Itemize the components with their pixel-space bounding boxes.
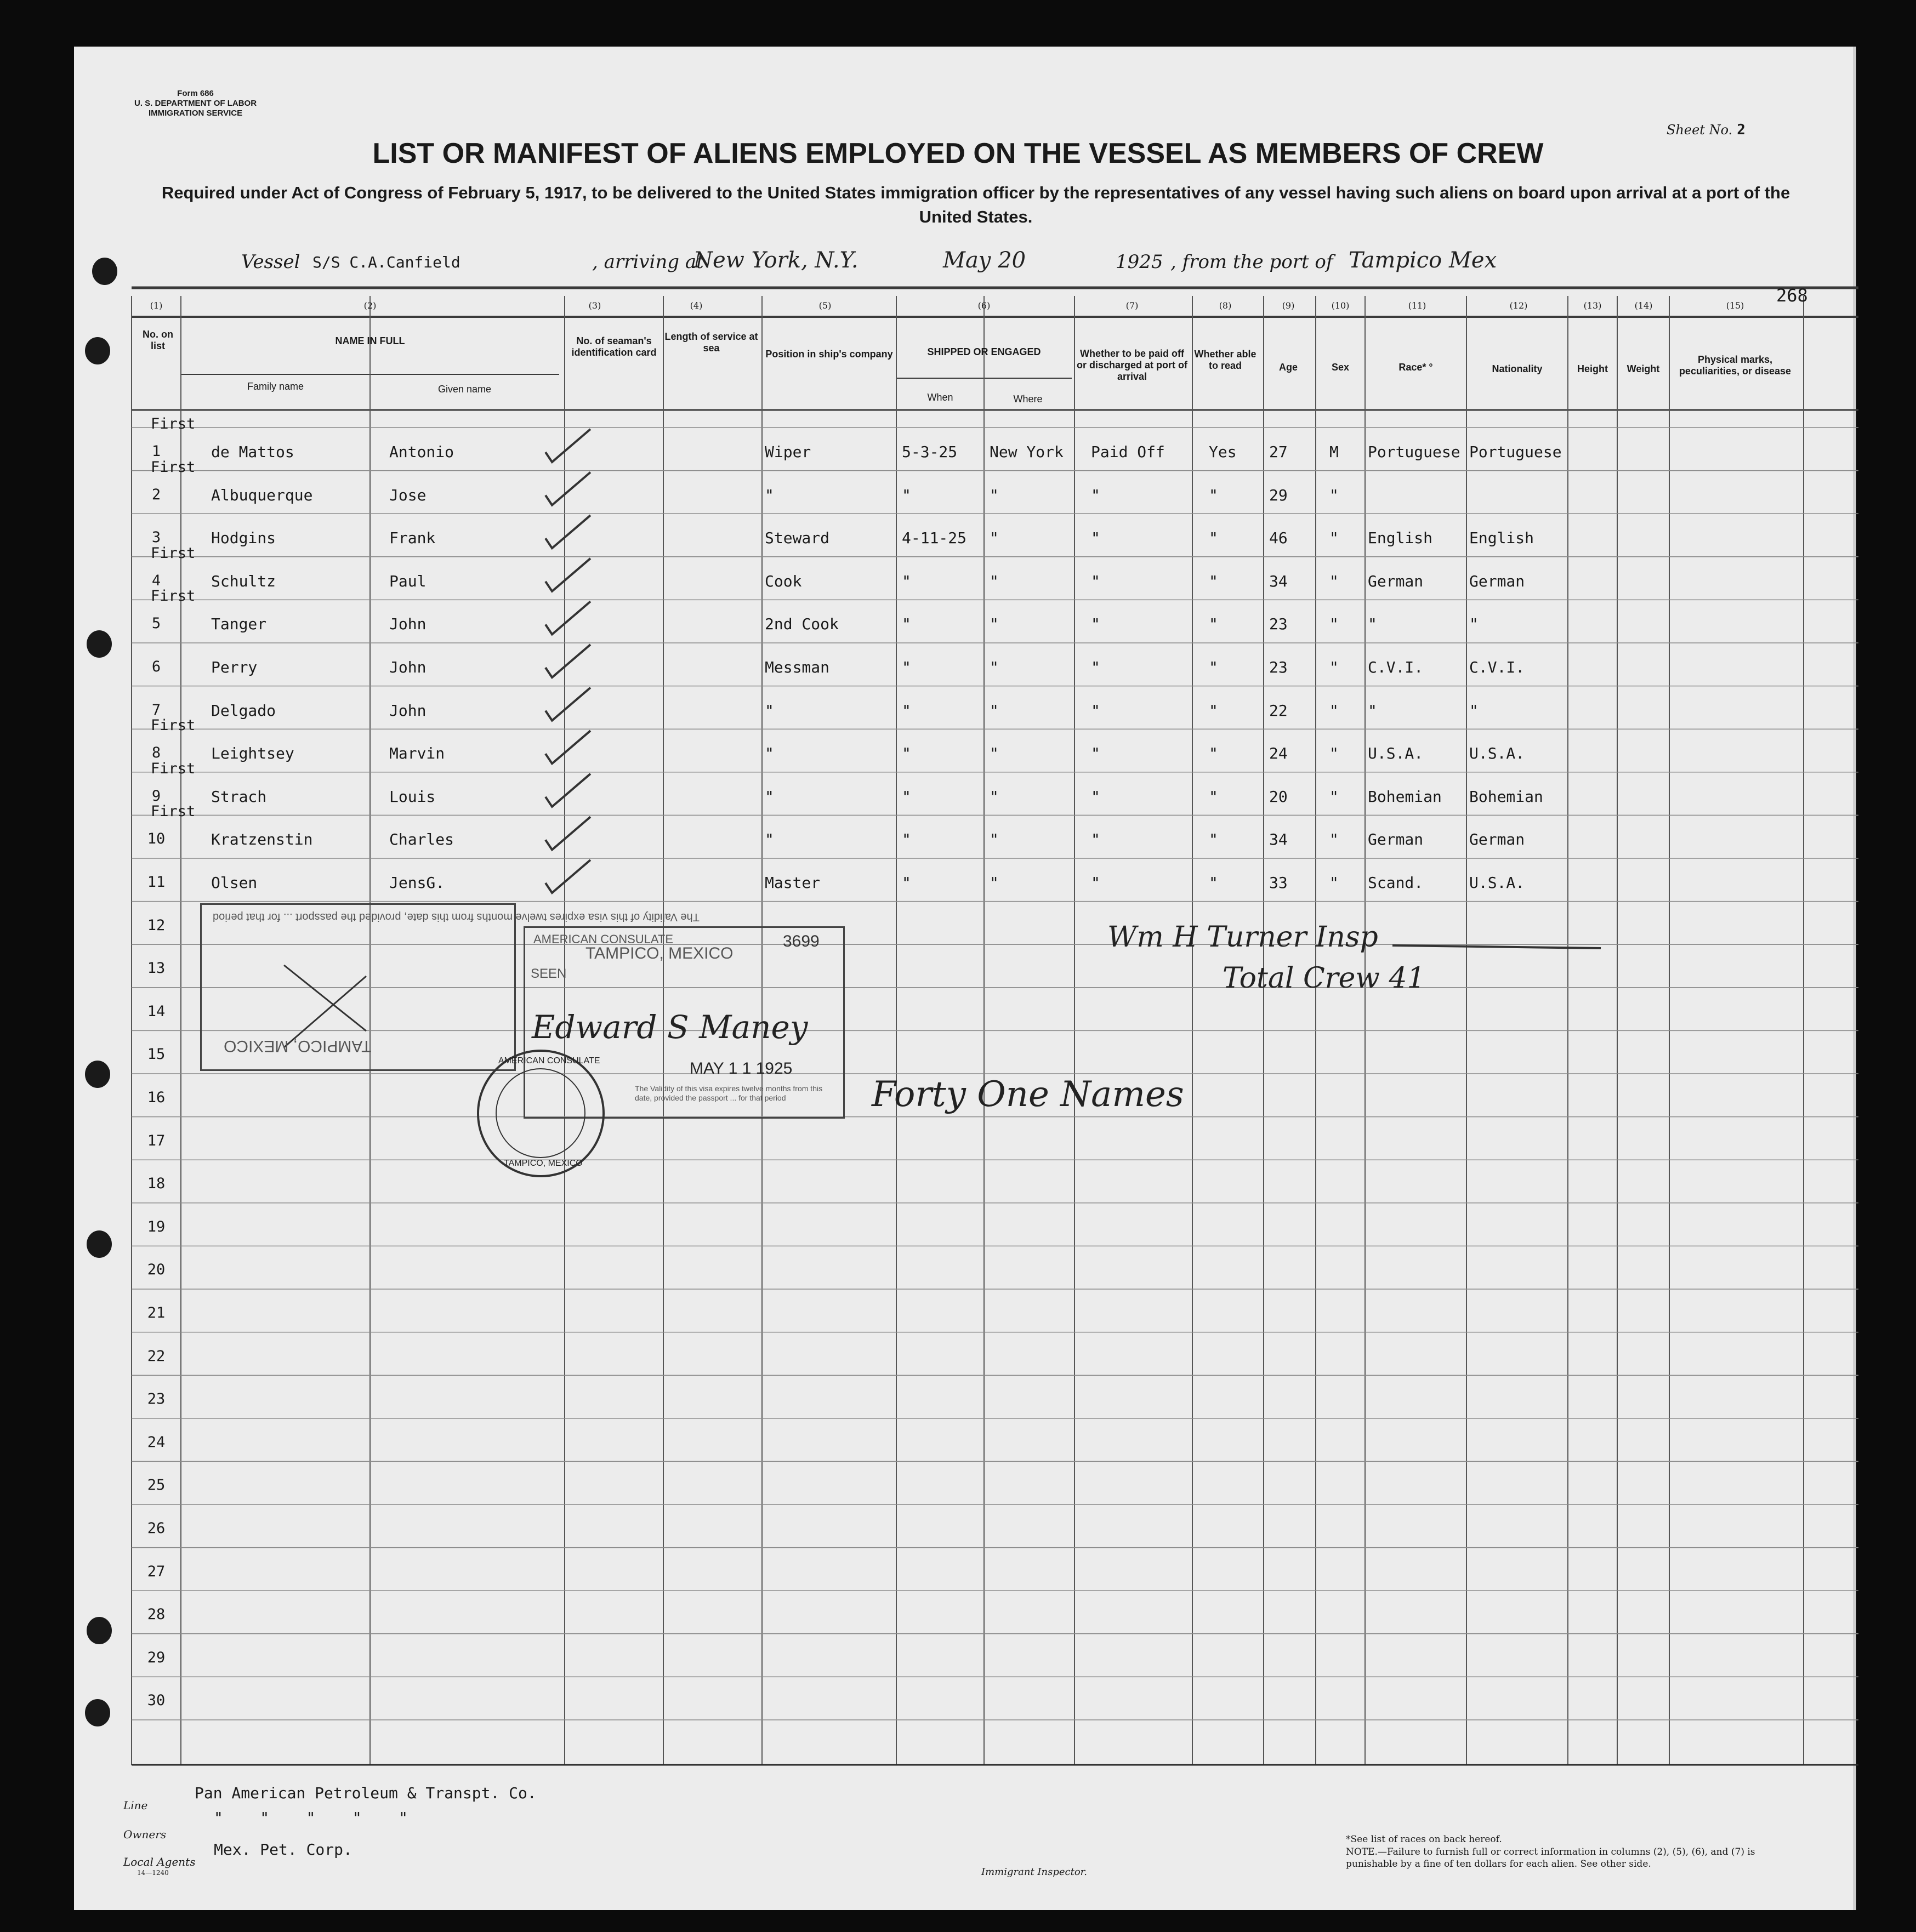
paid-off-cell: " xyxy=(1091,615,1100,634)
row-number: 5 xyxy=(151,615,161,632)
inspector-signature: Wm H Turner Insp xyxy=(1107,921,1378,954)
able-to-read-cell: " xyxy=(1209,486,1218,504)
nationality-cell: English xyxy=(1469,529,1534,548)
paid-off-cell: " xyxy=(1091,486,1100,504)
vessel-name: S/S C.A.Canfield xyxy=(312,253,460,271)
able-to-read-cell: " xyxy=(1209,572,1218,590)
age-cell: 23 xyxy=(1269,658,1288,676)
row-number: 28 xyxy=(147,1606,166,1623)
shipped-where-cell: New York xyxy=(990,443,1064,461)
first-trip-marker: First xyxy=(151,458,196,476)
able-to-read-cell: " xyxy=(1209,744,1218,763)
row-number: 7 xyxy=(151,701,161,719)
row-number: 18 xyxy=(147,1175,166,1193)
sex-cell: " xyxy=(1329,529,1339,548)
vessel-label: Vessel xyxy=(241,251,300,273)
seal-top-text: AMERICAN CONSULATE xyxy=(498,1056,600,1065)
shipped-when-cell: 5-3-25 xyxy=(902,443,958,461)
column-number: (5) xyxy=(818,300,832,311)
agents-label: Local Agents xyxy=(123,1855,196,1868)
race-cell: English xyxy=(1368,529,1433,548)
visa-seen: SEEN xyxy=(531,966,567,981)
header-position: Position in ship's company xyxy=(765,349,893,360)
age-cell: 29 xyxy=(1269,486,1288,504)
nationality-cell: Portuguese xyxy=(1469,443,1562,461)
line-label: Line xyxy=(123,1799,148,1812)
paid-off-cell: " xyxy=(1091,744,1100,763)
row-number: 2 xyxy=(151,486,161,503)
age-cell: 24 xyxy=(1269,744,1288,763)
sex-cell: " xyxy=(1329,830,1339,849)
sex-cell: " xyxy=(1329,615,1339,634)
row-number: 6 xyxy=(151,658,161,675)
race-cell: U.S.A. xyxy=(1368,744,1424,763)
forty-one-names-note: Forty One Names xyxy=(872,1074,1184,1115)
page-title: LIST OR MANIFEST OF ALIENS EMPLOYED ON THE VESSEL AS MEMBERS OF CREW xyxy=(372,138,1544,169)
shipped-where-cell: " xyxy=(990,572,999,590)
header-given: Given name xyxy=(437,384,492,395)
shipped-when-cell: " xyxy=(902,701,911,720)
column-number: (8) xyxy=(1219,300,1232,311)
given-name-cell: John xyxy=(389,658,427,676)
given-name-cell: John xyxy=(389,701,427,720)
form-code: 14—1240 xyxy=(137,1869,169,1877)
column-number: (11) xyxy=(1408,300,1426,311)
position-cell: " xyxy=(765,744,774,763)
row-number: 21 xyxy=(147,1304,166,1321)
consul-signature: Edward S Maney xyxy=(532,1008,808,1046)
position-cell: " xyxy=(765,701,774,720)
paid-off-cell: " xyxy=(1091,572,1100,590)
position-cell: 2nd Cook xyxy=(765,615,839,634)
header-when: When xyxy=(927,392,953,403)
age-cell: 34 xyxy=(1269,830,1288,849)
row-number: 9 xyxy=(151,787,161,805)
page-stamp-number: 268 xyxy=(1776,285,1808,306)
row-number: 30 xyxy=(147,1692,166,1709)
arriving-label: , arriving at xyxy=(592,251,704,273)
family-name-cell: Albuquerque xyxy=(211,486,313,504)
header-length: Length of service at sea xyxy=(664,331,758,354)
row-number: 22 xyxy=(147,1347,166,1365)
shipped-where-cell: " xyxy=(990,701,999,720)
age-cell: 22 xyxy=(1269,701,1288,720)
first-trip-marker: First xyxy=(151,760,196,777)
able-to-read-cell: " xyxy=(1209,529,1218,548)
row-number: 24 xyxy=(147,1433,166,1451)
header-read: Whether able to read xyxy=(1194,349,1257,371)
cancelled-stamp-text: The Validity of this visa expires twelve months from this date, provided the passport ... for that period xyxy=(213,911,700,923)
check-mark xyxy=(545,860,590,893)
visa-city: TAMPICO, MEXICO xyxy=(585,944,734,962)
page-subtitle: Required under Act of Congress of February 5, 1917, to be delivered to the United States immigration officer by the representatives of any vessel having such aliens on board upon arrival at a port of the United States. xyxy=(161,183,1790,226)
given-name-cell: Charles xyxy=(389,830,454,849)
race-cell: German xyxy=(1368,572,1424,590)
family-name-cell: Hodgins xyxy=(211,529,276,548)
row-number: 17 xyxy=(147,1132,166,1149)
row-number: 11 xyxy=(147,874,166,891)
header-marks: Physical marks, peculiarities, or disease xyxy=(1679,354,1792,377)
header-name: NAME IN FULL xyxy=(335,335,405,346)
race-cell: Portuguese xyxy=(1368,443,1460,461)
race-cell: " xyxy=(1368,701,1377,720)
sex-cell: " xyxy=(1329,874,1339,892)
races-note: *See list of races on back hereof. xyxy=(1346,1834,1502,1845)
header-age: Age xyxy=(1278,362,1298,373)
column-number: (9) xyxy=(1282,300,1295,311)
family-name-cell: Olsen xyxy=(211,874,258,892)
visa-consulate: AMERICAN CONSULATE xyxy=(533,932,674,946)
family-name-cell: Kratzenstin xyxy=(211,830,313,849)
given-name-cell: Louis xyxy=(389,787,436,806)
inspector-label: Immigrant Inspector. xyxy=(981,1866,1088,1878)
check-mark xyxy=(545,558,590,591)
first-trip-marker: First xyxy=(151,544,196,562)
shipped-when-cell: " xyxy=(902,874,911,892)
family-name-cell: Perry xyxy=(211,658,258,676)
check-mark xyxy=(545,774,590,807)
family-name-cell: Tanger xyxy=(211,615,267,634)
owners-label: Owners xyxy=(123,1828,167,1841)
sex-cell: " xyxy=(1329,572,1339,590)
family-name-cell: Schultz xyxy=(211,572,276,590)
nationality-cell: German xyxy=(1469,572,1525,590)
position-cell: Master xyxy=(765,874,821,892)
shipped-when-cell: " xyxy=(902,744,911,763)
owners-value: " " " " " xyxy=(214,1809,408,1827)
nationality-cell: U.S.A. xyxy=(1469,744,1525,763)
shipped-where-cell: " xyxy=(990,744,999,763)
nationality-cell: Bohemian xyxy=(1469,787,1543,806)
given-name-cell: Frank xyxy=(389,529,436,548)
shipped-when-cell: 4-11-25 xyxy=(902,529,967,548)
nationality-cell: U.S.A. xyxy=(1469,874,1525,892)
family-name-cell: Delgado xyxy=(211,701,276,720)
check-mark xyxy=(545,731,590,763)
header-card: No. of seaman's identification card xyxy=(571,335,657,358)
line-value: Pan American Petroleum & Transpt. Co. xyxy=(195,1784,537,1802)
sex-cell: " xyxy=(1329,486,1339,504)
given-name-cell: Paul xyxy=(389,572,427,590)
visa-number: 3699 xyxy=(783,932,820,950)
header-family: Family name xyxy=(247,381,304,392)
row-number: 25 xyxy=(147,1477,166,1494)
position-cell: Steward xyxy=(765,529,830,548)
sex-cell: " xyxy=(1329,787,1339,806)
shipped-where-cell: " xyxy=(990,615,999,634)
check-mark xyxy=(545,817,590,850)
shipped-when-cell: " xyxy=(902,615,911,634)
row-number: 12 xyxy=(147,916,166,934)
check-mark xyxy=(545,601,590,634)
position-cell: Wiper xyxy=(765,443,811,461)
shipped-when-cell: " xyxy=(902,658,911,676)
shipped-when-cell: " xyxy=(902,787,911,806)
header-nationality: Nationality xyxy=(1492,363,1543,374)
header-weight: Weight xyxy=(1627,363,1660,374)
shipped-when-cell: " xyxy=(902,486,911,504)
row-number: 19 xyxy=(147,1218,166,1235)
column-number: (7) xyxy=(1125,300,1139,311)
position-cell: Cook xyxy=(765,572,802,590)
row-number: 10 xyxy=(147,830,166,848)
cancelled-stamp-city: TAMPICO, MEXICO xyxy=(224,1037,372,1055)
race-cell: German xyxy=(1368,830,1424,849)
check-mark xyxy=(545,645,590,677)
column-number: (15) xyxy=(1726,300,1744,311)
row-number: 3 xyxy=(151,529,161,546)
family-name-cell: de Mattos xyxy=(211,443,294,461)
able-to-read-cell: " xyxy=(1209,787,1218,806)
shipped-where-cell: " xyxy=(990,658,999,676)
header-no: No. on list xyxy=(143,329,173,351)
first-trip-marker: First xyxy=(151,415,196,432)
given-name-cell: Antonio xyxy=(389,443,454,461)
column-number: (10) xyxy=(1331,300,1350,311)
column-number: (12) xyxy=(1509,300,1528,311)
header-height: Height xyxy=(1577,363,1608,374)
row-number: 20 xyxy=(147,1261,166,1279)
age-cell: 34 xyxy=(1269,572,1288,590)
given-name-cell: Jose xyxy=(389,486,427,504)
first-trip-marker: First xyxy=(151,717,196,734)
check-mark xyxy=(545,688,590,721)
nationality-cell: C.V.I. xyxy=(1469,658,1525,676)
shipped-where-cell: " xyxy=(990,529,999,548)
form-identifier: Form 686 U. S. DEPARTMENT OF LABOR IMMIGRATION SERVICE xyxy=(134,89,257,118)
check-mark xyxy=(545,472,590,505)
column-number: (4) xyxy=(690,300,703,311)
row-number: 8 xyxy=(151,744,161,762)
header-sex: Sex xyxy=(1331,362,1350,373)
sex-cell: " xyxy=(1329,701,1339,720)
able-to-read-cell: " xyxy=(1209,874,1218,892)
family-name-cell: Leightsey xyxy=(211,744,294,763)
able-to-read-cell: " xyxy=(1209,830,1218,849)
arrival-date: May 20 xyxy=(943,248,1026,273)
position-cell: " xyxy=(765,787,774,806)
first-trip-marker: First xyxy=(151,588,196,605)
visa-validity: The Validity of this visa expires twelve months from this date, provided the passport ... for that period xyxy=(635,1084,823,1102)
from-port-label: , from the port of xyxy=(1170,251,1333,273)
family-name-cell: Strach xyxy=(211,787,267,806)
race-cell: " xyxy=(1368,615,1377,634)
row-number: 29 xyxy=(147,1649,166,1666)
header-paid: Whether to be paid off or discharged at port of arrival xyxy=(1076,348,1188,382)
consulate-seal xyxy=(477,1050,605,1177)
shipped-when-cell: " xyxy=(902,830,911,849)
able-to-read-cell: " xyxy=(1209,701,1218,720)
departure-port: Tampico Mex xyxy=(1349,248,1497,273)
sex-cell: " xyxy=(1329,744,1339,763)
column-number: (13) xyxy=(1583,300,1602,311)
penalty-note: NOTE.—Failure to furnish full or correct information in columns (2), (5), (6), and (7) is punishable by a fine of ten dollars for each alien. See other side. xyxy=(1346,1846,1755,1870)
header-shipped: SHIPPED OR ENGAGED xyxy=(927,346,1041,357)
given-name-cell: John xyxy=(389,615,427,634)
paid-off-cell: Paid Off xyxy=(1091,443,1165,461)
given-name-cell: Marvin xyxy=(389,744,445,763)
sex-cell: " xyxy=(1329,658,1339,676)
first-trip-marker: First xyxy=(151,803,196,820)
position-cell: Messman xyxy=(765,658,830,676)
paid-off-cell: " xyxy=(1091,874,1100,892)
able-to-read-cell: " xyxy=(1209,658,1218,676)
row-number: 1 xyxy=(151,443,161,460)
check-mark xyxy=(545,429,590,462)
row-number: 15 xyxy=(147,1046,166,1063)
row-number: 16 xyxy=(147,1089,166,1106)
shipped-where-cell: " xyxy=(990,874,999,892)
sex-cell: M xyxy=(1329,443,1339,461)
header-where: Where xyxy=(1013,394,1043,404)
paid-off-cell: " xyxy=(1091,787,1100,806)
paid-off-cell: " xyxy=(1091,529,1100,548)
age-cell: 23 xyxy=(1269,615,1288,634)
sheet-number: Sheet No. 2 xyxy=(1667,122,1746,138)
position-cell: " xyxy=(765,486,774,504)
column-number: (14) xyxy=(1634,300,1653,311)
nationality-cell: " xyxy=(1469,615,1479,634)
shipped-when-cell: " xyxy=(902,572,911,590)
paid-off-cell: " xyxy=(1091,658,1100,676)
race-cell: Bohemian xyxy=(1368,787,1442,806)
shipped-where-cell: " xyxy=(990,830,999,849)
shipped-where-cell: " xyxy=(990,486,999,504)
able-to-read-cell: Yes xyxy=(1209,443,1237,461)
column-number: (2) xyxy=(363,300,377,311)
row-number: 14 xyxy=(147,1002,166,1020)
paid-off-cell: " xyxy=(1091,701,1100,720)
seal-inner-ring xyxy=(496,1068,585,1158)
race-cell: C.V.I. xyxy=(1368,658,1424,676)
nationality-cell: German xyxy=(1469,830,1525,849)
row-number: 27 xyxy=(147,1563,166,1580)
paid-off-cell: " xyxy=(1091,830,1100,849)
agents-value: Mex. Pet. Corp. xyxy=(214,1840,353,1859)
row-number: 13 xyxy=(147,960,166,977)
header-race: Race* ° xyxy=(1398,362,1433,373)
race-cell: Scand. xyxy=(1368,874,1424,892)
age-cell: 46 xyxy=(1269,529,1288,548)
age-cell: 33 xyxy=(1269,874,1288,892)
column-number: (1) xyxy=(150,300,163,311)
given-name-cell: JensG. xyxy=(389,874,445,892)
age-cell: 20 xyxy=(1269,787,1288,806)
arrival-year: 1925 xyxy=(1116,251,1163,273)
position-cell: " xyxy=(765,830,774,849)
row-number: 26 xyxy=(147,1520,166,1537)
row-number: 4 xyxy=(151,572,161,589)
able-to-read-cell: " xyxy=(1209,615,1218,634)
column-number: (6) xyxy=(977,300,991,311)
visa-date: MAY 1 1 1925 xyxy=(690,1059,793,1078)
seal-bottom-text: TAMPICO, MEXICO xyxy=(504,1159,583,1168)
nationality-cell: " xyxy=(1469,701,1479,720)
row-number: 23 xyxy=(147,1390,166,1408)
shipped-where-cell: " xyxy=(990,787,999,806)
age-cell: 27 xyxy=(1269,443,1288,461)
arriving-port: New York, N.Y. xyxy=(693,248,858,273)
check-mark xyxy=(545,515,590,548)
column-number: (3) xyxy=(588,300,601,311)
total-crew-note: Total Crew 41 xyxy=(1223,962,1425,995)
